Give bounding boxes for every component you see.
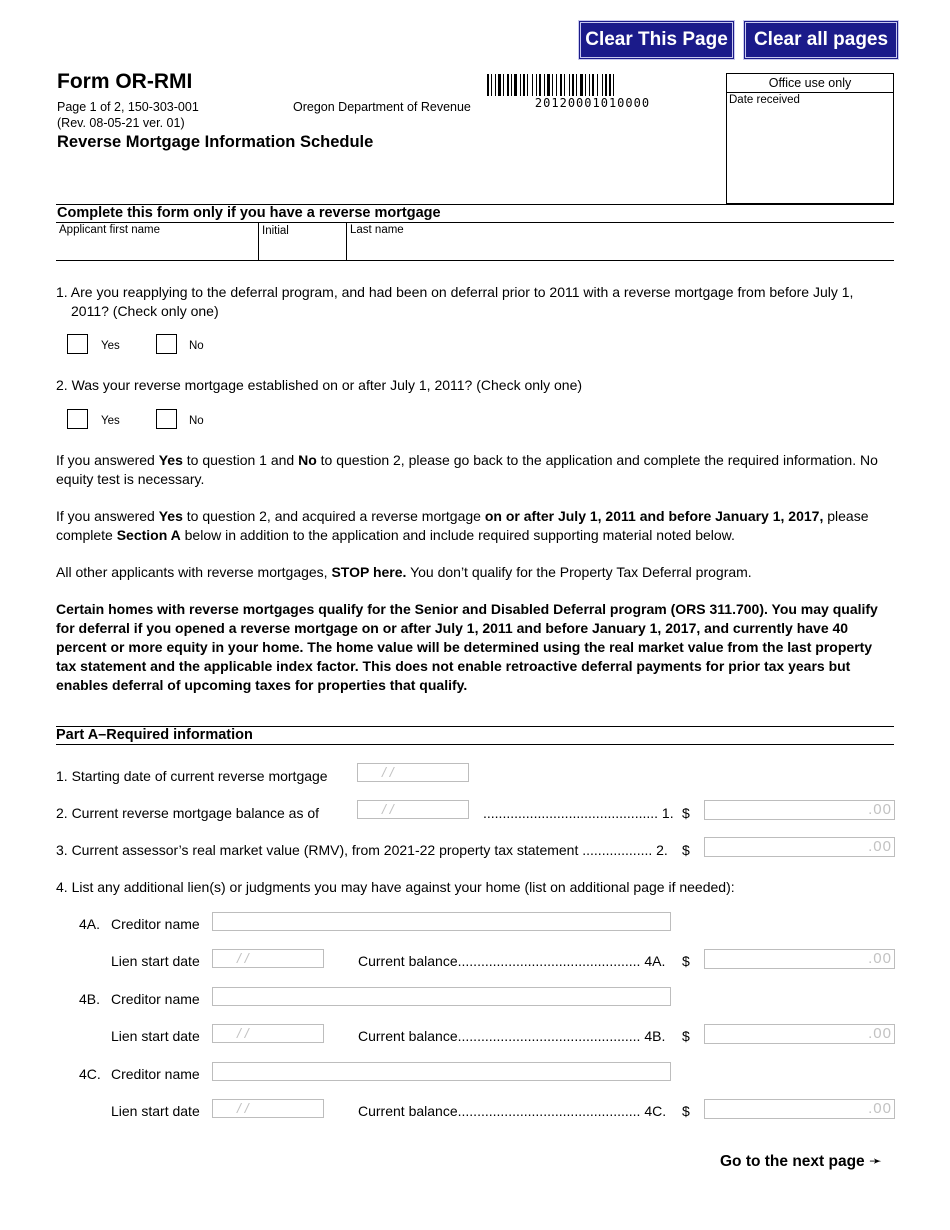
applicant-section-title: Complete this form only if you have a reverse mortgage bbox=[57, 205, 441, 221]
lien-4c-date-input[interactable] bbox=[212, 1099, 324, 1118]
barcode-number: 20120001010000 bbox=[534, 96, 651, 110]
dollar-sign: $ bbox=[682, 953, 690, 969]
date-slashes: / / bbox=[237, 1025, 249, 1041]
question-1-continued: 2011? (Check only one) bbox=[71, 303, 219, 319]
cents-placeholder: .00 bbox=[868, 1100, 892, 1117]
lien-4b-date-input[interactable] bbox=[212, 1024, 324, 1043]
arrow-right-icon: ➛ bbox=[869, 1153, 882, 1170]
first-name-input[interactable] bbox=[59, 238, 255, 258]
current-balance-label: Current balance............................................... 4C. bbox=[358, 1103, 667, 1119]
question-1: 1. Are you reapplying to the deferral program, and had been on deferral prior to 2011 with a reverse mortgage from before July 1, bbox=[56, 284, 854, 300]
lien-4b-balance-input[interactable] bbox=[704, 1024, 895, 1044]
date-slashes: / / bbox=[237, 950, 249, 966]
cents-placeholder: .00 bbox=[868, 950, 892, 967]
cents-placeholder: .00 bbox=[868, 801, 892, 818]
section-divider bbox=[56, 260, 894, 261]
q1-yes-label: Yes bbox=[101, 340, 120, 352]
creditor-4b-input[interactable] bbox=[212, 987, 671, 1006]
current-balance-label: Current balance............................................... 4A. bbox=[358, 953, 666, 969]
lien-start-date-label: Lien start date bbox=[111, 1103, 200, 1119]
section-divider bbox=[56, 744, 894, 745]
lien-4a-date-input[interactable] bbox=[212, 949, 324, 968]
date-slashes: / / bbox=[237, 1100, 249, 1116]
line-3-label: 3. Current assessor’s real market value (RMV), from 2021-22 property tax statement .................. 2. bbox=[56, 842, 668, 858]
balance-date-input[interactable] bbox=[357, 800, 469, 819]
line-1-label: 1. Starting date of current reverse mortgage bbox=[56, 768, 328, 784]
current-balance-label: Current balance............................................... 4B. bbox=[358, 1028, 666, 1044]
dollar-sign: $ bbox=[682, 842, 690, 858]
last-name-label: Last name bbox=[350, 224, 404, 236]
instruction-paragraph-1: If you answered Yes to question 1 and No to question 2, please go back to the application and complete the required information. No equity test is necessary. bbox=[56, 452, 878, 487]
line-2-label: 2. Current reverse mortgage balance as of bbox=[56, 805, 320, 821]
lien-4c-balance-input[interactable] bbox=[704, 1099, 895, 1119]
cents-placeholder: .00 bbox=[868, 1025, 892, 1042]
instruction-paragraph-3: All other applicants with reverse mortgages, STOP here. You don’t qualify for the Property Tax Deferral program. bbox=[56, 564, 752, 580]
creditor-4a-input[interactable] bbox=[212, 912, 671, 931]
date-slashes: / / bbox=[382, 764, 394, 780]
mortgage-balance-input[interactable] bbox=[704, 800, 895, 820]
q2-no-label: No bbox=[189, 415, 204, 427]
q2-yes-label: Yes bbox=[101, 415, 120, 427]
creditor-name-label: Creditor name bbox=[111, 916, 200, 932]
creditor-name-label: Creditor name bbox=[111, 1066, 200, 1082]
form-subtitle: Reverse Mortgage Information Schedule bbox=[57, 133, 374, 151]
creditor-4c-input[interactable] bbox=[212, 1062, 671, 1081]
creditor-name-label: Creditor name bbox=[111, 991, 200, 1007]
q2-yes-checkbox[interactable] bbox=[67, 409, 88, 429]
q2-no-checkbox[interactable] bbox=[156, 409, 177, 429]
lien-start-date-label: Lien start date bbox=[111, 1028, 200, 1044]
field-separator bbox=[258, 222, 259, 260]
rmv-input[interactable] bbox=[704, 837, 895, 857]
next-page-link[interactable]: Go to the next page ➛ bbox=[720, 1153, 882, 1170]
lien-4a-balance-input[interactable] bbox=[704, 949, 895, 969]
office-use-label: Office use only bbox=[727, 74, 893, 93]
instruction-paragraph-2: If you answered Yes to question 2, and acquired a reverse mortgage on or after July 1, 2011 and before January 1, 2017, please complete Section A below in addition to the application and include required supporting material noted below. bbox=[56, 508, 869, 543]
q1-yes-checkbox[interactable] bbox=[67, 334, 88, 354]
question-2: 2. Was your reverse mortgage established on or after July 1, 2011? (Check only one) bbox=[56, 377, 583, 393]
initial-label: Initial bbox=[262, 225, 289, 237]
q1-no-label: No bbox=[189, 340, 204, 352]
instruction-paragraph-4: Certain homes with reverse mortgages qualify for the Senior and Disabled Deferral program (ORS 311.700). You may qualify for deferral if you opened a reverse mortgage on or after July 1, 2011 and before January 1, 2017, and currently have 40 percent or more equity in your home. The home value will be determined using the real market value from the last property tax statement and the applicable index factor. This does not enable retroactive deferral payments for prior tax years but enables deferral of upcoming taxes for properties that qualify. bbox=[56, 601, 878, 693]
lien-4b-number: 4B. bbox=[79, 991, 101, 1007]
last-name-input[interactable] bbox=[349, 238, 892, 258]
barcode bbox=[487, 74, 698, 96]
first-name-label: Applicant first name bbox=[59, 224, 160, 236]
clear-all-pages-button[interactable]: Clear all pages bbox=[743, 20, 899, 60]
cents-placeholder: .00 bbox=[868, 838, 892, 855]
part-a-title: Part A–Required information bbox=[56, 727, 253, 743]
lien-4c-number: 4C. bbox=[79, 1066, 101, 1082]
initial-input[interactable] bbox=[261, 238, 343, 258]
q1-no-checkbox[interactable] bbox=[156, 334, 177, 354]
section-divider bbox=[56, 222, 894, 223]
form-title: Form OR-RMI bbox=[57, 70, 193, 93]
page-info: Page 1 of 2, 150-303-001 bbox=[57, 100, 199, 114]
dollar-sign: $ bbox=[682, 1028, 690, 1044]
start-date-input[interactable] bbox=[357, 763, 469, 782]
date-slashes: / / bbox=[382, 801, 394, 817]
dollar-sign: $ bbox=[682, 805, 690, 821]
agency-name: Oregon Department of Revenue bbox=[293, 100, 471, 114]
revision: (Rev. 08-05-21 ver. 01) bbox=[57, 116, 185, 130]
clear-this-page-button[interactable]: Clear This Page bbox=[578, 20, 735, 60]
dollar-sign: $ bbox=[682, 1103, 690, 1119]
date-received-label: Date received bbox=[729, 94, 800, 106]
line-2-leader: ............................................. 1. bbox=[483, 805, 674, 821]
field-separator bbox=[346, 222, 347, 260]
lien-start-date-label: Lien start date bbox=[111, 953, 200, 969]
lien-4a-number: 4A. bbox=[79, 916, 101, 932]
line-4-label: 4. List any additional lien(s) or judgments you may have against your home (list on additional page if needed): bbox=[56, 879, 735, 895]
